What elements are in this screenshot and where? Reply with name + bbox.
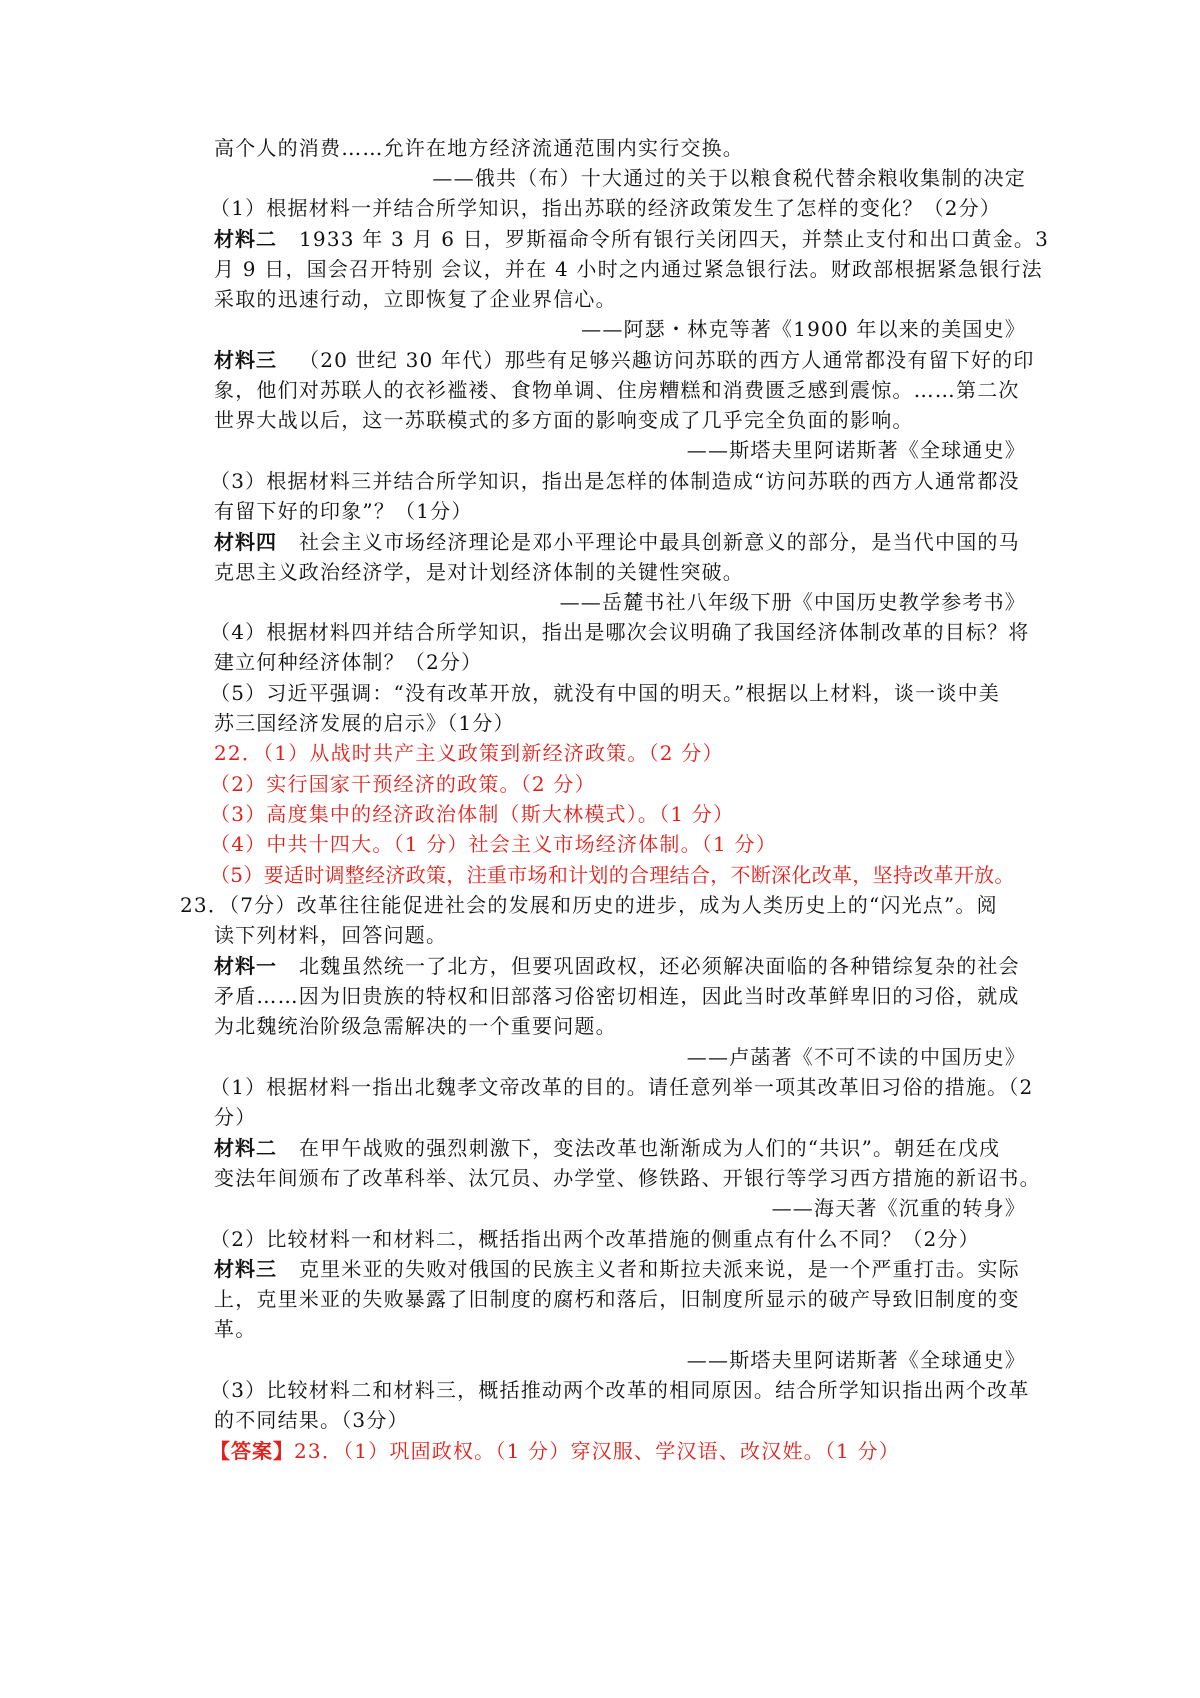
material-three-line: 上，克里米亚的失败暴露了旧制度的腐朽和落后，旧制度所显示的破产导致旧制度的变 [214,1287,1020,1311]
material-four-line: 克思主义政治经济学，是对计划经济体制的关键性突破。 [214,560,744,584]
material-one-line: 为北魏统治阶级急需解决的一个重要问题。 [214,1014,617,1038]
material-one-line: 材料一 北魏虽然统一了北方，但要巩固政权，还必须解决面临的各种错综复杂的社会 [214,954,1020,978]
material-two-line: 变法年间颁布了改革科举、汰冗员、办学堂、修铁路、开银行等学习西方措施的新诏书。 [214,1166,1041,1190]
material-four-line: 材料四 社会主义市场经济理论是邓小平理论中最具创新意义的部分，是当代中国的马 [214,530,1020,554]
source-citation: ——海天著《沉重的转身》 [771,1196,1026,1220]
source-citation: ——卢菡著《不可不读的中国历史》 [686,1045,1026,1069]
source-citation: ——岳麓书社八年级下册《中国历史教学参考书》 [559,590,1026,614]
answer-22-1: 22．（1）从战时共产主义政策到新经济政策。（2 分） [214,741,724,765]
material-two-line: 材料二 在甲午战败的强烈刺激下，变法改革也渐渐成为人们的“共识”。朝廷在戊戌 [214,1136,1001,1160]
material-three-line: 材料三 克里米亚的失败对俄国的民族主义者和斯拉夫派来说，是一个严重打击。实际 [214,1257,1020,1281]
material-label: 材料三 [214,1257,277,1281]
question-22-4: 建立何种经济体制？（2分） [214,650,483,674]
source-citation: ——俄共（布）十大通过的关于以粮食税代替余粮收集制的决定 [432,166,1026,190]
material-three-line: 世界大战以后，这一苏联模式的多方面的影响变成了几乎完全负面的影响。 [214,408,914,432]
answer-22-4: （4）中共十四大。（1 分）社会主义市场经济体制。（1 分） [210,832,777,856]
answer-22-2: （2）实行国家干预经济的政策。（2 分） [210,772,596,796]
material-two-line: 采取的迅速行动，立即恢复了企业界信心。 [214,287,617,311]
material-label: 材料二 [214,227,277,251]
source-citation: ——阿瑟・林克等著《1900 年以来的美国史》 [581,317,1026,341]
material-two-line: 月 9 日，国会召开特别 会议，并在 4 小时之内通过紧急银行法。财政部根据紧急银行法 [214,257,1043,281]
question-23-3: （3）比较材料二和材料三，概括推动两个改革的相同原因。结合所学知识指出两个改革 [210,1378,1030,1402]
source-citation: ——斯塔夫里阿诺斯著《全球通史》 [686,1348,1026,1372]
material-three-line: 革。 [214,1317,257,1341]
material-three-line: 材料三 （20 世纪 30 年代）那些有足够兴趣访问苏联的西方人通常都没有留下好的印 [214,348,1035,372]
question-23-3: 的不同结果。（3分） [214,1408,409,1432]
material-label: 材料一 [214,954,277,978]
question-23-2: （2）比较材料一和材料二，概括指出两个改革措施的侧重点有什么不同？（2分） [210,1227,980,1251]
question-22-3: 有留下好的印象”？（1分） [214,499,473,523]
question-22-3: （3）根据材料三并结合所学知识，指出是怎样的体制造成“访问苏联的西方人通常都没 [210,469,1020,493]
material-label: 材料三 [214,348,277,372]
question-23-1: 分） [214,1105,257,1129]
question-23-1: （1）根据材料一指出北魏孝文帝改革的目的。请任意列举一项其改革旧习俗的措施。（2 [210,1075,1034,1099]
question-22-5: 苏三国经济发展的启示》（1分） [214,711,515,735]
answer-22-5: （5）要适时调整经济政策，注重市场和计划的合理结合，不断深化改革，坚持改革开放。 [210,863,1015,887]
material-one-text-end: 高个人的消费……允许在地方经济流通范围内实行交换。 [214,136,744,160]
material-label: 材料二 [214,1136,277,1160]
material-label: 材料四 [214,530,277,554]
question-22-5: （5）习近平强调：“没有改革开放，就没有中国的明天。”根据以上材料，谈一谈中美 [210,681,1000,705]
material-one-line: 矛盾……因为旧贵族的特权和旧部落习俗密切相连，因此当时改革鲜卑旧的习俗，就成 [214,984,1020,1008]
question-23-intro: 23．（7分）改革往往能促进社会的发展和历史的进步，成为人类历史上的“闪光点”。阅 [180,893,998,917]
material-three-line: 象，他们对苏联人的衣衫褴褛、食物单调、住房糟糕和消费匮乏感到震惊。……第二次 [214,378,1020,402]
answer-23-1: 【答案】23．（1）巩固政权。（1 分）穿汉服、学汉语、改汉姓。（1 分） [210,1439,900,1463]
material-two-line: 材料二 1933 年 3 月 6 日，罗斯福命令所有银行关闭四天，并禁止支付和出口黄金。3 [214,227,1050,251]
answer-label: 【答案】 [210,1439,294,1463]
question-22-4: （4）根据材料四并结合所学知识，指出是哪次会议明确了我国经济体制改革的目标？将 [210,620,1030,644]
source-citation: ——斯塔夫里阿诺斯著《全球通史》 [686,438,1026,462]
answer-22-3: （3）高度集中的经济政治体制（斯大林模式）。（1 分） [210,802,735,826]
question-23-intro: 读下列材料，回答问题。 [214,923,448,947]
question-22-1: （1）根据材料一并结合所学知识，指出苏联的经济政策发生了怎样的变化？（2分） [210,196,1002,220]
